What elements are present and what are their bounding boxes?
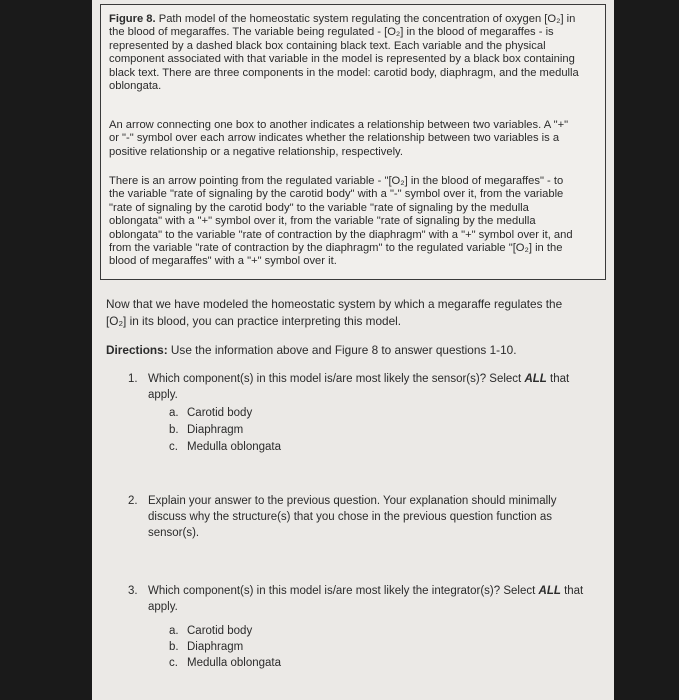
option-text: Diaphragm [187, 424, 244, 436]
option-letter: c. [169, 441, 178, 453]
question-number: 3. [128, 585, 138, 597]
option-letter: a. [169, 407, 179, 419]
figure-line: or "-" symbol over each arrow indicates whether the relationship between two variables is a [109, 132, 560, 145]
question-1-option-c [169, 440, 281, 456]
intro-line: Now that we have modeled the homeostatic system by which a megaraffe regulates the [106, 297, 563, 311]
figure-label: Figure 8. [109, 13, 156, 25]
option-text: Carotid body [187, 407, 253, 419]
figure-line: An arrow connecting one box to another indicates a relationship between two variables. A "+" [109, 119, 569, 131]
figure-paragraph-3 [109, 175, 573, 269]
worksheet-page [92, 0, 614, 700]
figure-line: "rate of signaling by the carotid body" to the variable "rate of signaling by the medulla [109, 201, 529, 214]
figure-line: from the variable "rate of contraction by the diaphragm" to the regulated variable "[O₂] in the [109, 242, 563, 255]
figure-line: oblongata. [109, 80, 162, 93]
intro-line: [O₂] in its blood, you can practice interpreting this model. [106, 313, 402, 328]
figure-line: the variable "rate of signaling by the carotid body" with a "-" symbol over it, from the variable [109, 188, 564, 201]
figure-line: positive relationship or a negative relationship, respectively. [109, 145, 403, 158]
figure-line: represented by a dashed black box containing black text. Each variable and the physical [109, 39, 546, 52]
option-text: Carotid body [187, 625, 253, 637]
question-number: 1. [128, 373, 138, 385]
question-2 [128, 494, 598, 546]
figure-description-box [100, 4, 606, 280]
question-text [148, 584, 588, 616]
option-text: Diaphragm [187, 641, 244, 653]
figure-line: There is an arrow pointing from the regulated variable - "[O₂] in the blood of megaraffes" - to [109, 175, 564, 187]
figure-line: oblongata" to the variable "rate of contraction by the diaphragm" with a "+" symbol over it, and [109, 228, 573, 241]
question-3-option-a [169, 624, 252, 640]
question-number: 2. [128, 495, 138, 507]
question-text-part: Which component(s) in this model is/are most likely the integrator(s)? Select [148, 585, 539, 597]
option-text: Medulla oblongata [187, 657, 281, 669]
question-emphasis: ALL [538, 585, 561, 597]
question-3-option-b [169, 640, 243, 656]
question-3 [128, 584, 598, 618]
figure-line: Path model of the homeostatic system regulating the concentration of oxygen [O₂] in [155, 13, 576, 25]
figure-line: the blood of megaraffes. The variable being regulated - [O₂] in the blood of megaraffes - is [109, 26, 554, 39]
option-letter: a. [169, 625, 179, 637]
question-text-part: that apply. [148, 373, 570, 401]
option-text: Medulla oblongata [187, 441, 281, 453]
figure-line: component associated with that variable in the model is represented by a black box containing [109, 53, 575, 66]
directions-label: Directions: [106, 343, 168, 357]
figure-line: black text. There are three components in the model: carotid body, diaphragm, and the medulla [109, 66, 579, 79]
question-1-option-b [169, 423, 243, 439]
question-1 [128, 372, 598, 406]
directions [106, 343, 517, 357]
question-text: Explain your answer to the previous question. Your explanation should minimally discuss why the structure(s) that you chose in the previous question function as sensor(s). [148, 495, 557, 539]
question-1-option-a [169, 406, 252, 422]
question-text [148, 372, 588, 404]
option-letter: b. [169, 641, 179, 653]
question-emphasis: ALL [524, 373, 547, 385]
figure-paragraph-2 [109, 119, 568, 159]
option-letter: c. [169, 657, 178, 669]
figure-line: blood of megaraffes" with a "+" symbol over it. [109, 255, 337, 268]
question-text-part: that apply. [148, 585, 584, 613]
option-letter: b. [169, 424, 179, 436]
question-3-option-c [169, 656, 281, 672]
directions-text: Use the information above and Figure 8 to answer questions 1-10. [167, 343, 517, 357]
figure-line: oblongata" with a "+" symbol over it, from the variable "rate of signaling by the medulla [109, 215, 536, 228]
figure-paragraph-1 [109, 13, 579, 93]
question-text-part: Which component(s) in this model is/are most likely the sensor(s)? Select [148, 373, 525, 385]
intro-paragraph [106, 296, 606, 329]
